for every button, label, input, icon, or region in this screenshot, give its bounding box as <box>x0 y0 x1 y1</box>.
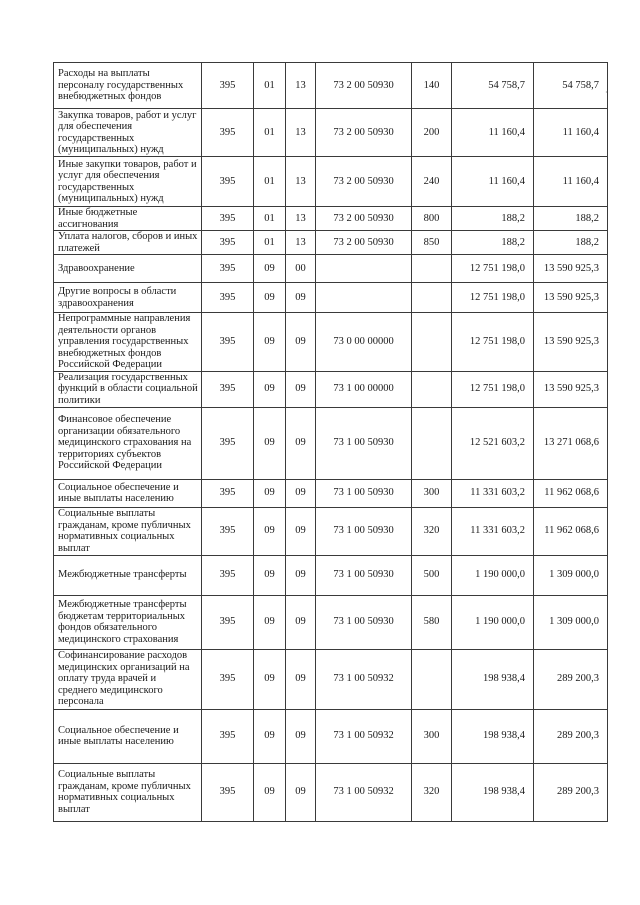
row-gr: 395 <box>202 407 254 479</box>
row-rz: 09 <box>254 555 286 595</box>
row-rz: 09 <box>254 595 286 649</box>
row-pr: 13 <box>286 63 316 109</box>
row-sum-1: 12 521 603,2 <box>452 407 534 479</box>
table-row <box>54 371 608 407</box>
row-name: Социальные выплаты гражданам, кроме публичных нормативных социальных выплат <box>54 507 202 555</box>
row-gr: 395 <box>202 649 254 709</box>
row-csr: 73 1 00 50930 <box>316 407 412 479</box>
row-csr: 73 1 00 50932 <box>316 709 412 763</box>
table-row <box>54 255 608 283</box>
table-row <box>54 507 608 555</box>
row-vr <box>412 313 452 372</box>
table-row <box>54 763 608 821</box>
row-csr: 73 0 00 00000 <box>316 313 412 372</box>
row-csr <box>316 283 412 313</box>
row-pr: 09 <box>286 371 316 407</box>
row-name: Здравоохранение <box>54 255 202 283</box>
row-gr: 395 <box>202 479 254 507</box>
table-row <box>54 407 608 479</box>
row-sum-1: 12 751 198,0 <box>452 313 534 372</box>
row-name: Межбюджетные трансферты <box>54 555 202 595</box>
row-vr <box>412 407 452 479</box>
row-sum-2: 13 590 925,3 <box>534 313 608 372</box>
row-name: Непрограммные направления деятельности органов управления государственных внебюджетных фондов Российской Федерации <box>54 313 202 372</box>
table-row <box>54 109 608 157</box>
row-gr: 395 <box>202 313 254 372</box>
row-sum-2: 188,2 <box>534 207 608 231</box>
row-sum-2: 11 962 068,6 <box>534 507 608 555</box>
row-csr: 73 2 00 50930 <box>316 231 412 255</box>
row-vr <box>412 283 452 313</box>
row-pr: 09 <box>286 595 316 649</box>
row-pr: 13 <box>286 207 316 231</box>
row-name: Социальное обеспечение и иные выплаты населению <box>54 709 202 763</box>
row-name: Закупка товаров, работ и услуг для обеспечения государственных (муниципальных) нужд <box>54 109 202 157</box>
row-csr: 73 2 00 50930 <box>316 109 412 157</box>
table-row <box>54 649 608 709</box>
row-name: Реализация государственных функций в области социальной политики <box>54 371 202 407</box>
row-rz: 09 <box>254 649 286 709</box>
row-gr: 395 <box>202 555 254 595</box>
row-pr: 09 <box>286 555 316 595</box>
table-row <box>54 231 608 255</box>
row-sum-1: 12 751 198,0 <box>452 371 534 407</box>
row-vr: 500 <box>412 555 452 595</box>
row-name: Иные закупки товаров, работ и услуг для обеспечения государственных (муниципальных) нужд <box>54 157 202 207</box>
row-sum-2: 11 160,4 <box>534 157 608 207</box>
row-rz: 09 <box>254 283 286 313</box>
row-name: Социальное обеспечение и иные выплаты населению <box>54 479 202 507</box>
row-sum-1: 198 938,4 <box>452 649 534 709</box>
row-gr: 395 <box>202 507 254 555</box>
row-sum-1: 11 160,4 <box>452 157 534 207</box>
row-sum-1: 54 758,7 <box>452 63 534 109</box>
row-pr: 09 <box>286 649 316 709</box>
row-sum-1: 11 331 603,2 <box>452 507 534 555</box>
row-sum-2: 13 271 068,6 <box>534 407 608 479</box>
row-sum-2: 289 200,3 <box>534 709 608 763</box>
row-name: Другие вопросы в области здравоохранения <box>54 283 202 313</box>
table-row <box>54 479 608 507</box>
row-vr <box>412 649 452 709</box>
row-pr: 09 <box>286 283 316 313</box>
row-rz: 09 <box>254 507 286 555</box>
row-vr: 200 <box>412 109 452 157</box>
row-sum-1: 11 331 603,2 <box>452 479 534 507</box>
row-gr: 395 <box>202 207 254 231</box>
row-sum-1: 11 160,4 <box>452 109 534 157</box>
row-gr: 395 <box>202 109 254 157</box>
row-sum-2: 11 160,4 <box>534 109 608 157</box>
row-vr: 850 <box>412 231 452 255</box>
row-gr: 395 <box>202 371 254 407</box>
row-vr: 320 <box>412 763 452 821</box>
row-pr: 09 <box>286 479 316 507</box>
row-sum-1: 1 190 000,0 <box>452 595 534 649</box>
row-sum-2: 11 962 068,6 <box>534 479 608 507</box>
row-sum-2: 13 590 925,3 <box>534 371 608 407</box>
row-vr <box>412 255 452 283</box>
row-sum-2: 289 200,3 <box>534 763 608 821</box>
row-rz: 09 <box>254 709 286 763</box>
row-pr: 09 <box>286 507 316 555</box>
row-vr: 240 <box>412 157 452 207</box>
row-sum-1: 12 751 198,0 <box>452 283 534 313</box>
table-row <box>54 313 608 372</box>
row-rz: 09 <box>254 371 286 407</box>
row-vr: 800 <box>412 207 452 231</box>
row-vr: 300 <box>412 479 452 507</box>
row-vr: 300 <box>412 709 452 763</box>
row-gr: 395 <box>202 157 254 207</box>
row-csr: 73 2 00 50930 <box>316 63 412 109</box>
row-vr: 580 <box>412 595 452 649</box>
row-sum-1: 188,2 <box>452 231 534 255</box>
table-row <box>54 207 608 231</box>
row-sum-1: 12 751 198,0 <box>452 255 534 283</box>
row-name: Межбюджетные трансферты бюджетам территориальных фондов обязательного медицинского страхования <box>54 595 202 649</box>
row-sum-1: 198 938,4 <box>452 709 534 763</box>
margin-mark: · <box>605 88 608 97</box>
budget-table <box>53 62 608 822</box>
row-csr: 73 1 00 50930 <box>316 479 412 507</box>
row-sum-2: 188,2 <box>534 231 608 255</box>
table-row <box>54 709 608 763</box>
row-pr: 13 <box>286 157 316 207</box>
row-csr: 73 1 00 50930 <box>316 507 412 555</box>
row-csr: 73 1 00 50932 <box>316 649 412 709</box>
table-row <box>54 283 608 313</box>
row-name: Софинансирование расходов медицинских организаций на оплату труда врачей и среднего медицинского персонала <box>54 649 202 709</box>
table-row <box>54 555 608 595</box>
row-sum-2: 13 590 925,3 <box>534 255 608 283</box>
table-row <box>54 157 608 207</box>
row-rz: 09 <box>254 255 286 283</box>
row-sum-2: 54 758,7 <box>534 63 608 109</box>
row-csr: 73 2 00 50930 <box>316 207 412 231</box>
row-sum-2: 1 309 000,0 <box>534 555 608 595</box>
row-pr: 00 <box>286 255 316 283</box>
row-pr: 09 <box>286 763 316 821</box>
row-gr: 395 <box>202 283 254 313</box>
table-row <box>54 63 608 109</box>
row-sum-2: 13 590 925,3 <box>534 283 608 313</box>
row-rz: 09 <box>254 763 286 821</box>
row-rz: 01 <box>254 109 286 157</box>
row-pr: 09 <box>286 407 316 479</box>
row-csr: 73 1 00 50930 <box>316 595 412 649</box>
row-gr: 395 <box>202 595 254 649</box>
row-sum-1: 198 938,4 <box>452 763 534 821</box>
row-gr: 395 <box>202 255 254 283</box>
row-name: Уплата налогов, сборов и иных платежей <box>54 231 202 255</box>
row-rz: 09 <box>254 313 286 372</box>
row-vr <box>412 371 452 407</box>
row-sum-1: 1 190 000,0 <box>452 555 534 595</box>
row-name: Социальные выплаты гражданам, кроме публичных нормативных социальных выплат <box>54 763 202 821</box>
table-row <box>54 595 608 649</box>
row-gr: 395 <box>202 231 254 255</box>
row-rz: 09 <box>254 479 286 507</box>
row-rz: 09 <box>254 407 286 479</box>
row-sum-1: 188,2 <box>452 207 534 231</box>
row-csr: 73 1 00 00000 <box>316 371 412 407</box>
row-rz: 01 <box>254 157 286 207</box>
row-name: Расходы на выплаты персоналу государственных внебюджетных фондов <box>54 63 202 109</box>
row-rz: 01 <box>254 207 286 231</box>
row-rz: 01 <box>254 63 286 109</box>
row-pr: 09 <box>286 313 316 372</box>
row-vr: 140 <box>412 63 452 109</box>
row-csr: 73 1 00 50932 <box>316 763 412 821</box>
row-rz: 01 <box>254 231 286 255</box>
row-csr: 73 1 00 50930 <box>316 555 412 595</box>
row-gr: 395 <box>202 63 254 109</box>
row-vr: 320 <box>412 507 452 555</box>
row-pr: 09 <box>286 709 316 763</box>
row-sum-2: 1 309 000,0 <box>534 595 608 649</box>
row-gr: 395 <box>202 709 254 763</box>
row-name: Иные бюджетные ассигнования <box>54 207 202 231</box>
row-csr: 73 2 00 50930 <box>316 157 412 207</box>
row-gr: 395 <box>202 763 254 821</box>
row-pr: 13 <box>286 231 316 255</box>
row-pr: 13 <box>286 109 316 157</box>
row-sum-2: 289 200,3 <box>534 649 608 709</box>
row-name: Финансовое обеспечение организации обязательного медицинского страхования на территориях субъектов Российской Федерации <box>54 407 202 479</box>
row-csr <box>316 255 412 283</box>
